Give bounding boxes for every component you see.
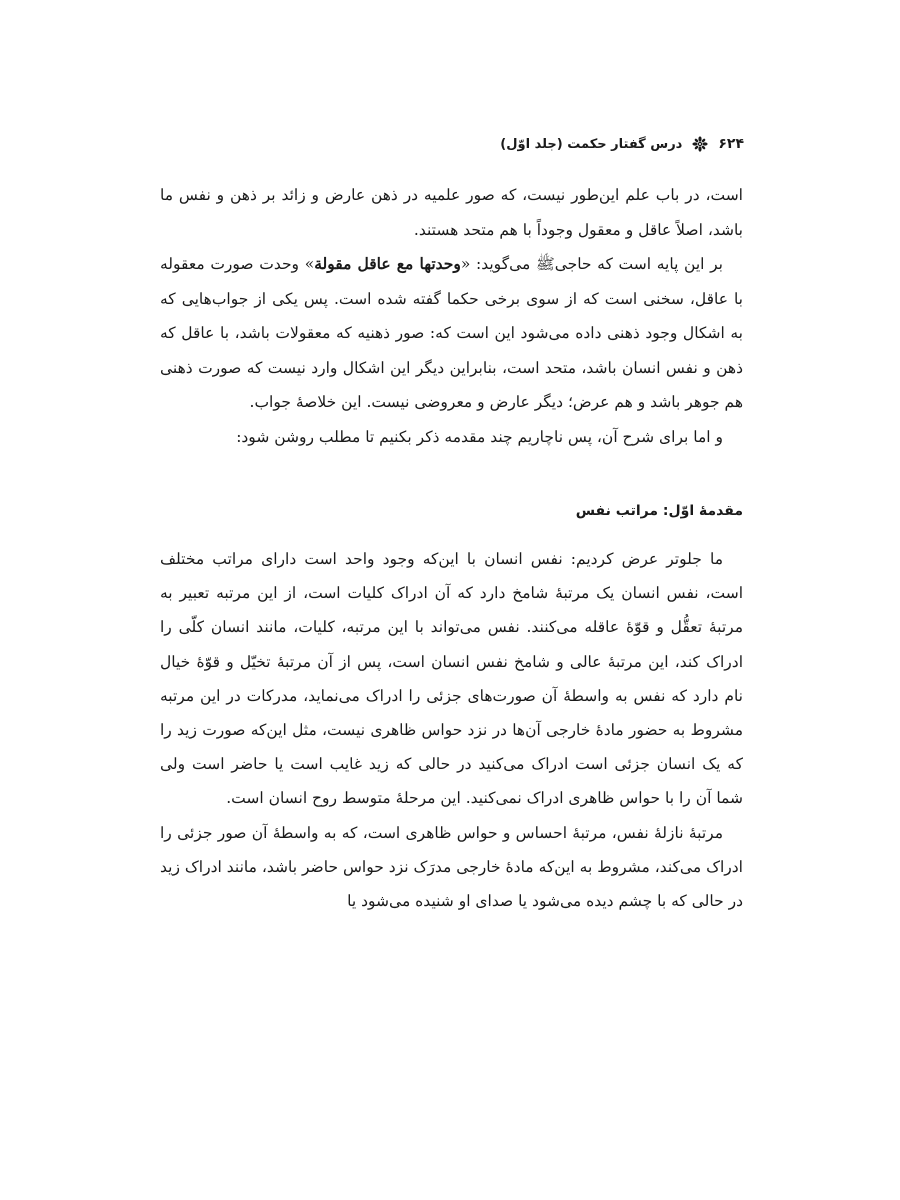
running-header <box>500 136 744 152</box>
quoted-phrase: وحدتها مع عاقل مقولة <box>314 254 461 273</box>
paragraph: ما جلوتر عرض کردیم: نفس انسان با این‌که وجود واحد است دارای مراتب مختلف است، نفس انسان یک مرتبهٔ شامخ دارد که آن ادراک کلیات است، از این مرتبه تعبیر به مرتبهٔ تعقُّل و قوّهٔ عاقله می‌کنند. نفس می‌تواند با این مرتبه، کلیات، مانند انسان کلّی را ادراک کند، این مرتبهٔ عالی و شامخ نفس انسان است، پس از آن مرتبهٔ تخیّل و قوّهٔ خیال نام دارد که نفس به واسطهٔ آن صورت‌های جزئی را ادراک می‌نماید، مدرکات در این مرتبه مشروط به حضور مادهٔ خارجی آن‌ها در نزد حواس ظاهری نیست، مثل این‌که صورت زید را که یک انسان جزئی است ادراک می‌کنید در حالی که زید غایب است یا حاضر است ولی شما آن را با حواس ظاهری ادراک نمی‌کنید. این مرحلهٔ متوسط روح انسان است. <box>160 550 743 808</box>
section-heading: مقدمهٔ اوّل: مراتب نفس <box>575 503 743 519</box>
paragraph: مرتبهٔ نازلهٔ نفس، مرتبهٔ احساس و حواس ظاهری است، که به واسطهٔ آن صور جزئی را ادراک می‌کند، مشروط به این‌که مادهٔ خارجی مدرَک نزد حواس حاضر باشد، مانند ادراک زید در حالی که با چشم دیده می‌شود یا صدای او شنیده می‌شود یا <box>160 823 743 911</box>
paragraph-text: » وحدت صورت معقوله با عاقل، سخنی است که از سوی برخی حکما گفته شده است. پس یکی از جواب‌هایی که به اشکال وجود ذهنی داده می‌شود این است که: صور ذهنیه که معقولات باشد، با عاقل که ذهن و نفس انسان باشد، متحد است، بنابراین دیگر این اشکال وارد نیست که صورت ذهنی هم جوهر باشد و هم عرض؛ دیگر عارض و معروضی نیست. این خلاصهٔ جواب. <box>160 255 743 411</box>
paragraph: و اما برای شرح آن، پس ناچاریم چند مقدمه ذکر بکنیم تا مطلب روشن شود: <box>236 427 723 446</box>
paragraph-text: بر این پایه است که حاجی <box>554 255 724 273</box>
paragraph-text: می‌گوید: « <box>460 255 536 273</box>
page-number: ۶۲۴ <box>718 136 744 152</box>
book-title: درس گفتار حکمت (جلد اوّل) <box>500 136 683 152</box>
flower-ornament-icon <box>692 136 708 152</box>
body-text-bottom <box>160 542 743 918</box>
paragraph: است، در باب علم این‌طور نیست، که صور علمیه در ذهن عارض و زائد بر ذهن و نفس ما باشد، اصلاً عاقل و معقول وجوداً با هم متحد هستند. <box>160 186 743 239</box>
body-text-top <box>160 178 743 454</box>
paragraph <box>160 247 743 420</box>
honorific-symbol: ﷺ <box>535 255 555 273</box>
